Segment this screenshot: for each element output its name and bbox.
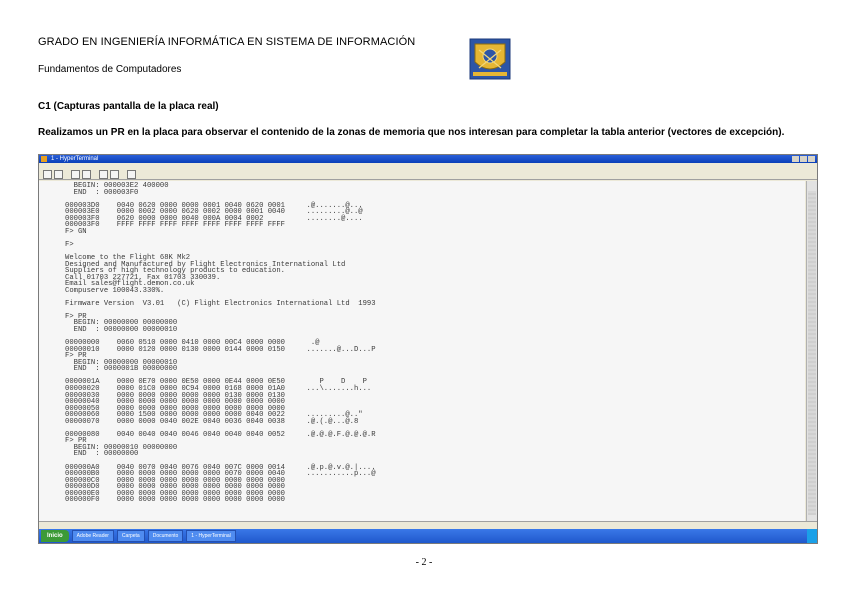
new-icon bbox=[43, 170, 52, 179]
terminal-output bbox=[39, 181, 805, 521]
section-title: C1 (Capturas pantalla de la placa real) bbox=[38, 101, 219, 112]
app-icon bbox=[41, 156, 47, 162]
connect-icon bbox=[71, 170, 80, 179]
system-tray bbox=[807, 529, 817, 543]
status-bar bbox=[39, 521, 817, 529]
intro-paragraph: Realizamos un PR en la placa para observar el contenido de la zonas de memoria que nos interesan para completar la tabla anterior (vectores de excepción). bbox=[38, 127, 785, 138]
terminal-text: BEGIN: 000003E2 400000 END : 000003F0 000003D0 0040 0620 0000 0000 0001 0040 0620 0001 .@.......@... 000003E0 0000 0002 0000 0620 0002 0000 0001 0040 .........@..@ 000003F0 0620 0000 0000 0040 000A 0004 0002 ........@.... 000003F0 FFFF FFFF FFFF FFFF FFFF FFFF FFFF FFFF F> GN F> Welcome to the Flight 68K Mk2 Designed and Manufactured by Flight Electronics International Ltd Suppliers of high technology products to education. Call 01703 227721, Fax 01703 330039. Email sales@flight.demon.co.uk Compuserve 100043.330%. Firmware Version V3.01 (C) Flight Electronics International Ltd 1993 F> PR BEGIN: 00000000 00000000 END : 00000000 00000010 00000000 0060 0510 0000 0410 0000 00C4 0000 0000 .@ 00000010 0000 0120 0000 0130 0000 0144 0000 0150 .......@...D...P F> PR BEGIN: 00000000 00000010 END : 0000001B 00000000 0000001A 0000 0E70 0000 0E50 0000 0E44 0000 0E50 P D P 00000020 0000 01C0 0000 0C94 0000 0168 0000 01A0 ...\.......h... 00000030 0000 0000 0000 0000 0000 0130 0000 0130 00000040 0000 0000 0000 0000 0000 0000 0000 0000 00000050 0000 0000 0000 0000 0000 0000 0000 0000 00000060 0000 1500 0000 0000 0000 0000 0040 0022 .........@.." 00000070 0000 0000 0040 002E 0040 0036 0040 0038 .@.(.@...@.8 00000080 0040 0040 0040 0046 0040 0040 0040 0052 .@.@.@.F.@.@.@.R F> PR BEGIN: 00000010 00000000 END : 00000000 000000A0 0040 0070 0040 0076 0040 007C 0000 0014 .@.p.@.v.@.|.... 000000B0 0000 0000 0000 0000 0000 0070 0000 0040 ...........p...@ 000000C0 0000 0000 0000 0000 0000 0000 0000 0000 000000D0 0000 0000 0000 0000 0000 0000 0000 0000 000000E0 0000 0000 0000 0000 0000 0000 0000 0000 000000F0 0000 0000 0000 0000 0000 0000 0000 0000 bbox=[65, 182, 376, 505]
start-button: Inicio bbox=[41, 530, 69, 542]
disconnect-icon bbox=[82, 170, 91, 179]
minimize-icon bbox=[792, 156, 799, 162]
taskbar-item: Documento bbox=[148, 530, 184, 542]
open-icon bbox=[54, 170, 63, 179]
page-number: - 2 - bbox=[415, 557, 433, 568]
taskbar-item: Adobe Reader bbox=[72, 530, 114, 542]
window-controls bbox=[792, 156, 815, 162]
university-crest-icon bbox=[469, 38, 511, 80]
taskbar-item: 1 - HyperTerminal bbox=[186, 530, 235, 542]
header-course-name: Fundamentos de Computadores bbox=[38, 64, 182, 75]
taskbar-item: Carpeta bbox=[117, 530, 145, 542]
toolbar bbox=[39, 169, 817, 180]
hyperterminal-screenshot bbox=[38, 154, 818, 544]
windows-taskbar bbox=[39, 529, 817, 543]
header-degree-title: GRADO EN INGENIERÍA INFORMÁTICA EN SISTEMA DE INFORMACIÓN bbox=[38, 36, 416, 48]
window-title: 1 - HyperTerminal bbox=[51, 156, 99, 162]
maximize-icon bbox=[800, 156, 807, 162]
close-icon bbox=[808, 156, 815, 162]
send-icon bbox=[99, 170, 108, 179]
terminal-scrollbar bbox=[806, 181, 817, 521]
window-titlebar bbox=[39, 155, 817, 163]
properties-icon bbox=[127, 170, 136, 179]
receive-icon bbox=[110, 170, 119, 179]
